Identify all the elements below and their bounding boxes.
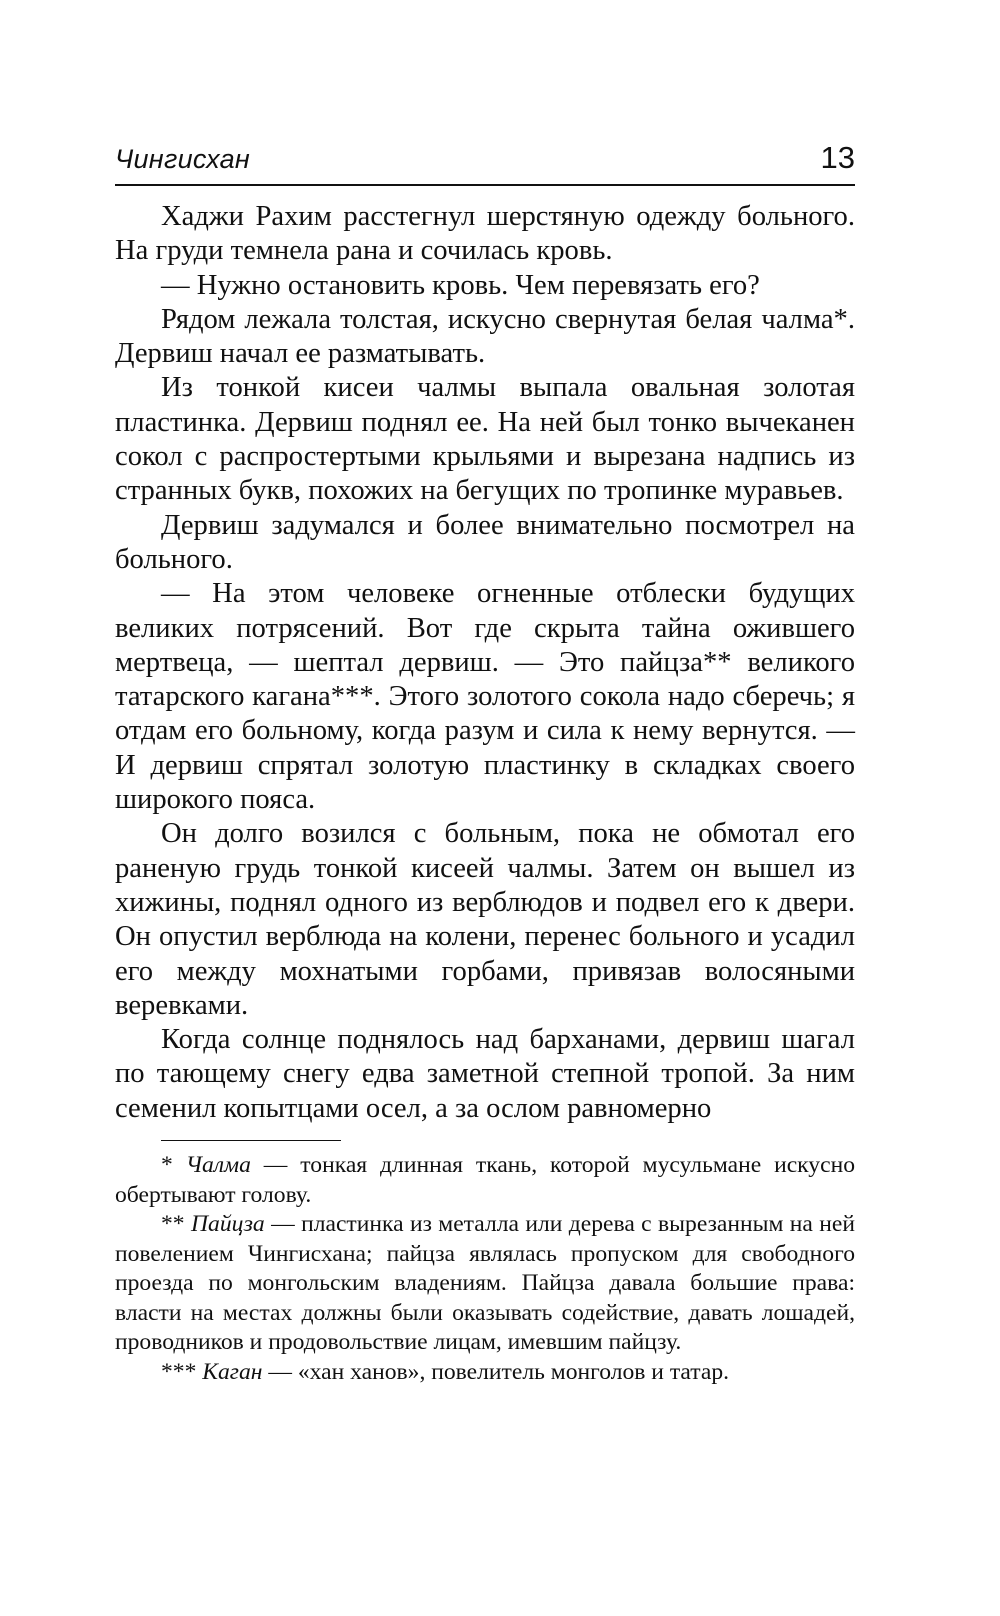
- paragraph: Рядом лежала толстая, искусно свернутая белая чалма*. Дервиш начал ее разматывать.: [115, 303, 855, 370]
- book-page: [115, 140, 855, 1387]
- footnote-term: Пайцза: [190, 1211, 265, 1238]
- book-title: Чингисхан: [115, 144, 251, 174]
- footnote-divider: [161, 1140, 341, 1141]
- footnote-marker: *: [161, 1152, 173, 1179]
- footnote: [115, 1210, 855, 1358]
- paragraph: Дервиш задумался и более внимательно посмотрел на больного.: [115, 509, 855, 575]
- running-head: [115, 140, 855, 186]
- page-number: 13: [820, 140, 855, 175]
- footnote-text: — «хан ханов», повелитель монголов и татар.: [262, 1358, 730, 1385]
- footnote-marker: ***: [161, 1358, 197, 1385]
- body-text: [115, 200, 855, 1126]
- paragraph: — На этом человеке огненные отблески будущих великих потрясений. Вот где скрыта тайна ожившего мертвеца, — шептал дервиш. — Это пайцза** великого татарского кагана***. Этого золотого сокола надо сберечь; я отдам его больному, когда разум и сила к нему вернутся. — И дервиш спрятал золотую пластинку в складках своего широкого пояса.: [115, 578, 855, 816]
- footnote-marker: **: [161, 1211, 185, 1238]
- footnote-term: Чалма: [185, 1152, 251, 1179]
- footnote-term: Каган: [202, 1358, 263, 1385]
- paragraph: Когда солнце поднялось над барханами, дервиш шагал по тающему снегу едва заметной степной тропой. За ним семенил копытцами осел, а за ослом равномерно: [115, 1024, 855, 1124]
- paragraph: Хаджи Рахим расстегнул шерстяную одежду больного. На груди темнела рана и сочилась кровь.: [115, 201, 855, 267]
- footnotes: [115, 1151, 855, 1387]
- footnote: [115, 1358, 855, 1388]
- paragraph: Он долго возился с больным, пока не обмотал его раненую грудь тонкой кисеей чалмы. Затем он вышел из хижины, поднял одного из верблюдов и подвел его к двери. Он опустил верблюда на колени, перенес больного и усадил его между мохнатыми горбами, привязав волосяными веревками.: [115, 818, 855, 1021]
- footnote-text: — пластинка из металла или дерева с вырезанным на ней повелением Чингисхана; пайцза являлась пропуском для свободного проезда по монгольским владениям. Пайцза давала большие права: власти на местах должны были оказывать содействие, давать лошадей, проводников и продовольствие лицам, имевшим пайцзу.: [115, 1211, 855, 1356]
- paragraph: — Нужно остановить кровь. Чем перевязать его?: [161, 269, 760, 301]
- footnote-text: — тонкая длинная ткань, которой мусульмане искусно обертывают голову.: [115, 1152, 855, 1208]
- footnote: [115, 1151, 855, 1210]
- paragraph: Из тонкой кисеи чалмы выпала овальная золотая пластинка. Дервиш поднял ее. На ней был тонко вычеканен сокол с распростертыми крыльями и вырезана надпись из странных букв, похожих на бегущих по тропинке муравьев.: [115, 372, 855, 507]
